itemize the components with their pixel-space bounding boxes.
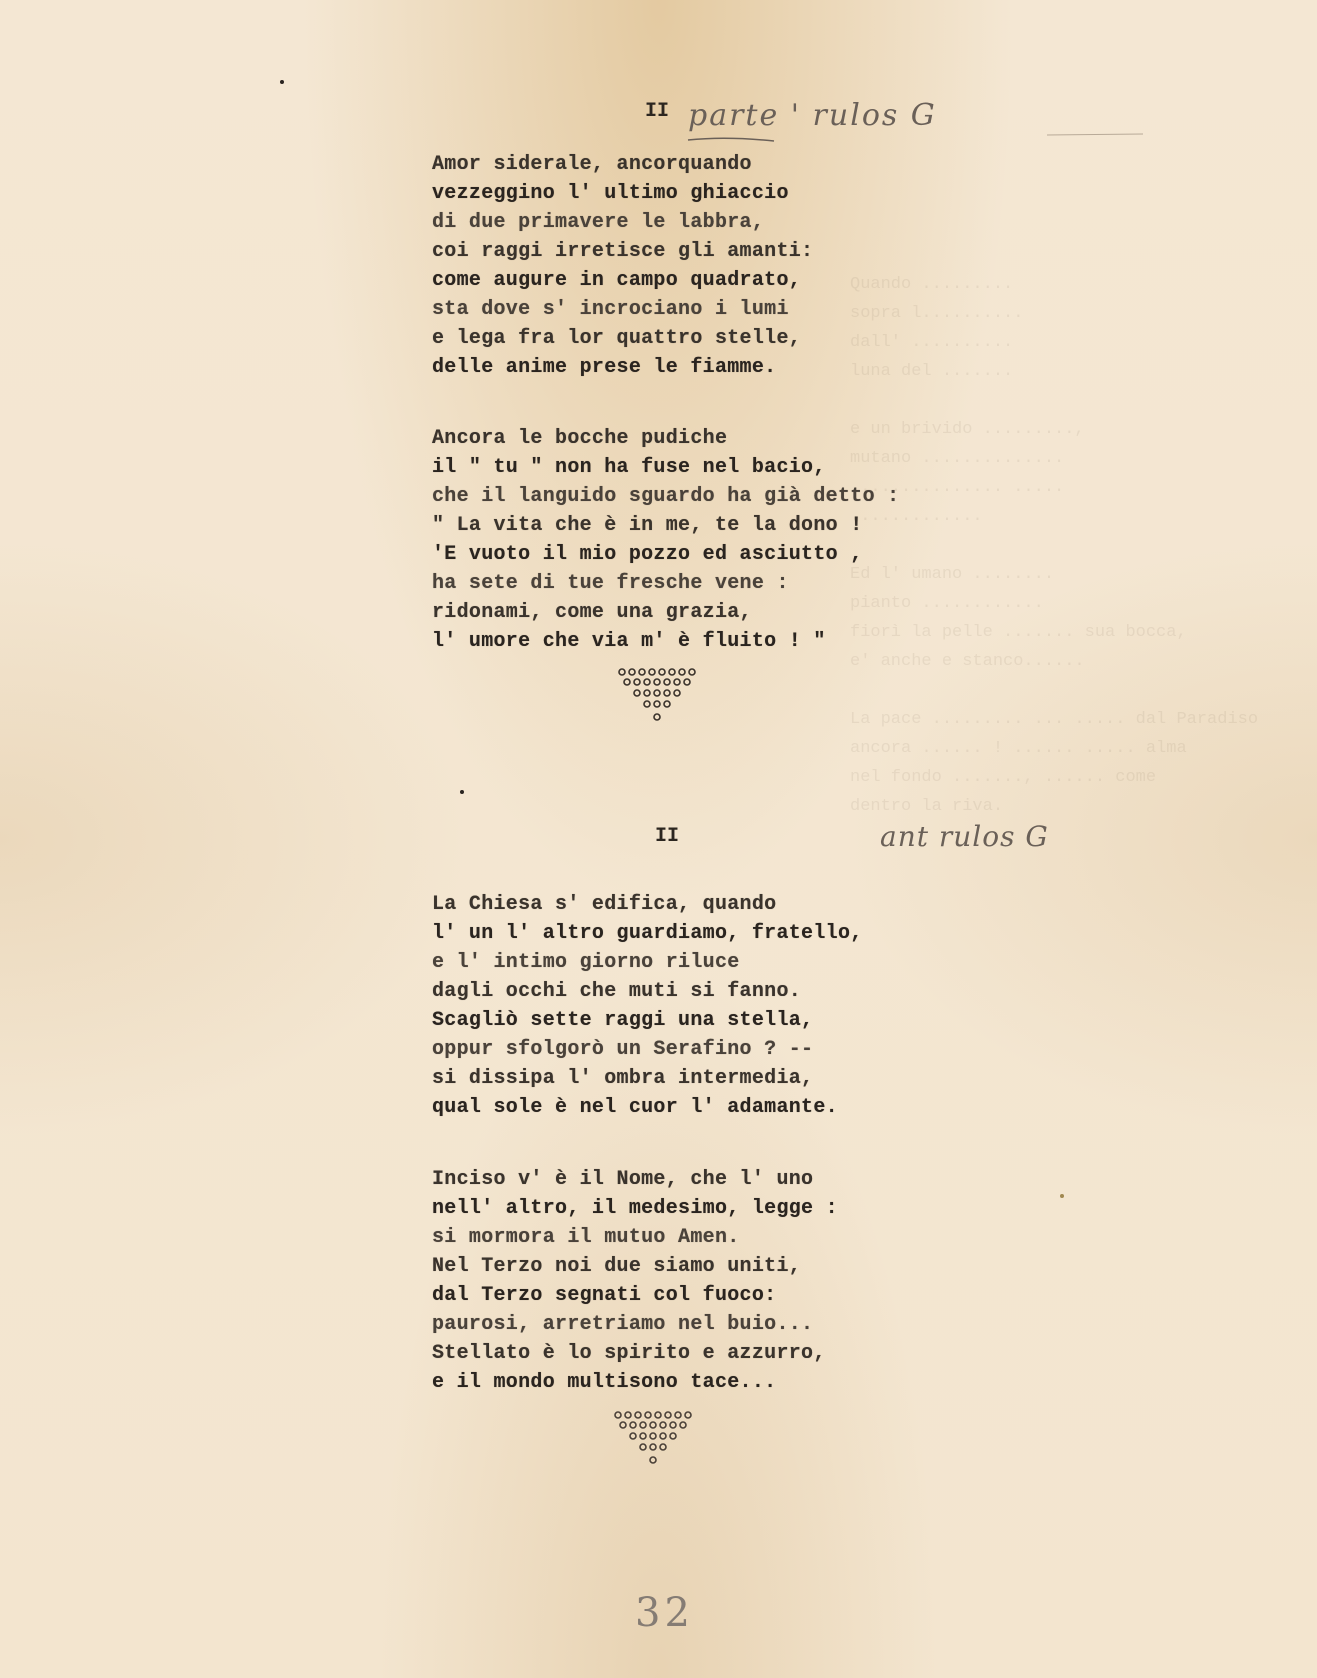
verse-line: Stellato è lo spirito e azzurro, — [432, 1342, 826, 1365]
verse-line: dagli occhi che muti si fanno. — [432, 980, 802, 1003]
floral-ornament-icon — [612, 662, 722, 732]
verse-line: l' umore che via m' è fluito ! " — [432, 630, 826, 653]
verse-line: nell' altro, il medesimo, legge : — [432, 1197, 838, 1220]
verse-line: Inciso v' è il Nome, che l' uno — [432, 1168, 814, 1191]
verse-line: La Chiesa s' edifica, quando — [432, 893, 777, 916]
handwritten-note-mid: ant rulos G — [880, 820, 1049, 853]
underline-mark — [686, 134, 776, 146]
handwritten-note-top: parte ' rulos G — [688, 98, 937, 133]
verse-line: 'E vuoto il mio pozzo ed asciutto , — [432, 543, 863, 566]
verse-line: sta dove s' incrociano i lumi — [432, 298, 789, 321]
verse-line: Scagliò sette raggi una stella, — [432, 1009, 814, 1032]
verse-line: Amor siderale, ancorquando — [432, 153, 752, 176]
verse-line: vezzeggino l' ultimo ghiaccio — [432, 182, 789, 205]
verse-line: di due primavere le labbra, — [432, 211, 765, 234]
verse-line: e il mondo multisono tace... — [432, 1371, 777, 1394]
verse-line: si mormora il mutuo Amen. — [432, 1226, 740, 1249]
pencil-stroke — [1045, 132, 1145, 138]
section-numeral-top: II — [645, 100, 670, 123]
stanza-4 — [432, 1165, 838, 1397]
ink-speck — [460, 790, 464, 794]
verse-line: paurosi, arretriamo nel buio... — [432, 1313, 814, 1336]
show-through-text: Quando ......... sopra l.......... dall' .......... luna del ....... e un brivido ........., mutano .............. ............... ..... ............. Ed l' umano ........ pianto ............ fiorì la pelle ....... sua bocca, e' anche e stanco...... La pace ......... ... ..... dal Paradiso ancora ...... ! ...... ..... alma nel fondo ......., ...... come dentro la riva. — [850, 275, 1259, 816]
ink-speck — [1060, 1194, 1064, 1198]
verse-line: coi raggi irretisce gli amanti: — [432, 240, 814, 263]
verse-line: oppur sfolgorò un Serafino ? -- — [432, 1038, 814, 1061]
stanza-1 — [432, 150, 813, 382]
verse-line: qual sole è nel cuor l' adamante. — [432, 1096, 838, 1119]
verse-line: l' un l' altro guardiamo, fratello, — [432, 922, 863, 945]
stanza-3 — [432, 890, 863, 1122]
floral-ornament-icon — [608, 1405, 718, 1475]
section-numeral-mid: II — [655, 825, 680, 848]
verse-line: " La vita che è in me, te la dono ! — [432, 514, 863, 537]
verse-line: Ancora le bocche pudiche — [432, 427, 728, 450]
stanza-2 — [432, 424, 899, 656]
ink-speck — [280, 80, 284, 84]
verse-line: e lega fra lor quattro stelle, — [432, 327, 802, 350]
verse-line: che il languido sguardo ha già detto : — [432, 485, 900, 508]
verse-line: si dissipa l' ombra intermedia, — [432, 1067, 814, 1090]
verse-line: Nel Terzo noi due siamo uniti, — [432, 1255, 802, 1278]
verse-line: dal Terzo segnati col fuoco: — [432, 1284, 777, 1307]
verse-line: e l' intimo giorno riluce — [432, 951, 740, 974]
verse-line: come augure in campo quadrato, — [432, 269, 802, 292]
verse-line: ha sete di tue fresche vene : — [432, 572, 789, 595]
verse-line: delle anime prese le fiamme. — [432, 356, 777, 379]
verse-line: ridonami, come una grazia, — [432, 601, 752, 624]
page-number: 32 — [635, 1590, 694, 1636]
verse-line: il " tu " non ha fuse nel bacio, — [432, 456, 826, 479]
